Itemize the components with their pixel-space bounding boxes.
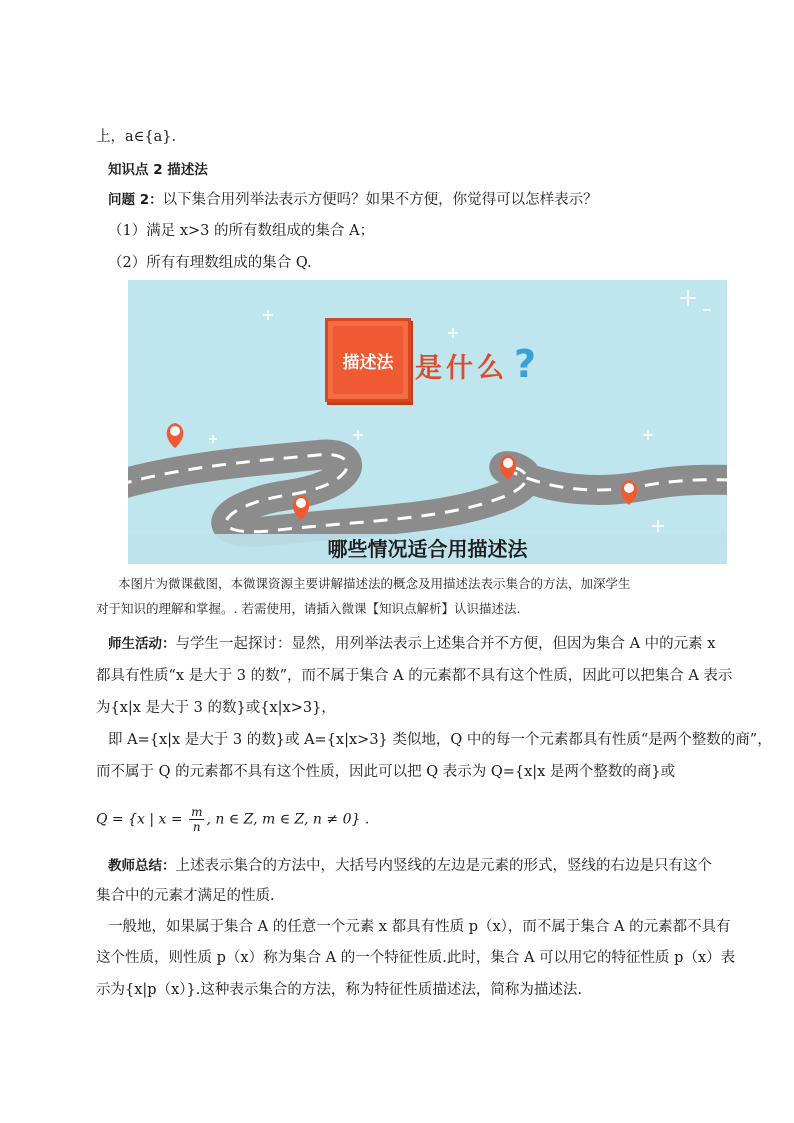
question-label: 问题 2： xyxy=(108,192,163,208)
summary-line-2: 集合中的元素才满足的性质. xyxy=(96,888,275,904)
activity-paragraph-line-2: 都具有性质“x 是大于 3 的数”，而不属于集合 A 的元素都不具有这个性质，因此可以把集合 A 表示 xyxy=(96,668,733,684)
activity-paragraph-line-3: 为{x|x 是大于 3 的数}或{x|x>3}， xyxy=(96,700,336,716)
question-item-2: （2）所有有理数组成的集合 Q. xyxy=(108,255,312,271)
summary-line-1 xyxy=(108,856,712,876)
fraction xyxy=(189,805,204,834)
road-illustration xyxy=(128,280,727,564)
fraction-numerator: m xyxy=(191,805,203,819)
formula-suffix: , n ∈ Z, m ∈ Z, n ≠ 0} . xyxy=(206,811,370,828)
set-builder-formula xyxy=(96,805,369,834)
summary-line-5: 示为{x|p（x）}.这种表示集合的方法，称为特征性质描述法，简称为描述法. xyxy=(96,982,582,998)
question-line xyxy=(108,190,598,210)
question-mark-icon: ? xyxy=(514,342,541,386)
micro-lesson-image xyxy=(128,280,727,564)
image-caption-line-1: 本图片为微课截图，本微课资源主要讲解描述法的概念及用描述法表示集合的方法，加深学生 xyxy=(118,576,631,591)
activity-paragraph-line-5: 而不属于 Q 的元素都不具有这个性质，因此可以把 Q 表示为 Q={x|x 是两个整数的商}或 xyxy=(96,764,676,780)
summary-text: 上述表示集合的方法中，大括号内竖线的左边是元素的形式，竖线的右边是只有这个 xyxy=(175,858,712,874)
summary-line-4: 这个性质，则性质 p（x）称为集合 A 的一个特征性质.此时，集合 A 可以用它的特征性质 p（x）表 xyxy=(96,950,736,966)
fraction-denominator: n xyxy=(192,820,201,834)
activity-text: 与学生一起探讨：显然，用列举法表示上述集合并不方便，但因为集合 A 中的元素 x xyxy=(175,636,716,652)
image-caption-line-2: 对于知识的理解和掌握。. 若需使用，请插入微课【知识点解析】认识描述法. xyxy=(96,601,521,616)
banner-footer: 哪些情况适合用描述法 xyxy=(128,534,727,564)
activity-paragraph-line-4: 即 A={x|x 是大于 3 的数}或 A={x|x>3} 类似地，Q 中的每一个元素都具有性质“是两个整数的商”， xyxy=(108,732,772,748)
section-heading: 知识点 2 描述法 xyxy=(108,162,208,178)
activity-label: 师生活动： xyxy=(108,636,176,652)
activity-paragraph-line-1 xyxy=(108,634,715,654)
banner-question-text: 是什么 xyxy=(415,353,508,384)
question-item-1: （1）满足 x>3 的所有数组成的集合 A； xyxy=(108,223,375,239)
banner-question xyxy=(415,342,540,386)
text-line: 上，a∈{a}. xyxy=(96,129,177,145)
summary-line-3: 一般地，如果属于集合 A 的任意一个元素 x 都具有性质 p（x），而不属于集合 A 的元素都不具有 xyxy=(108,919,731,935)
formula-prefix: Q = {x | x = xyxy=(96,811,183,828)
location-pin-icon xyxy=(167,423,184,448)
describe-method-box: 描述法 xyxy=(325,318,411,402)
summary-label: 教师总结： xyxy=(108,858,176,874)
question-text: 以下集合用列举法表示方便吗？如果不方便，你觉得可以怎样表示？ xyxy=(162,192,598,208)
